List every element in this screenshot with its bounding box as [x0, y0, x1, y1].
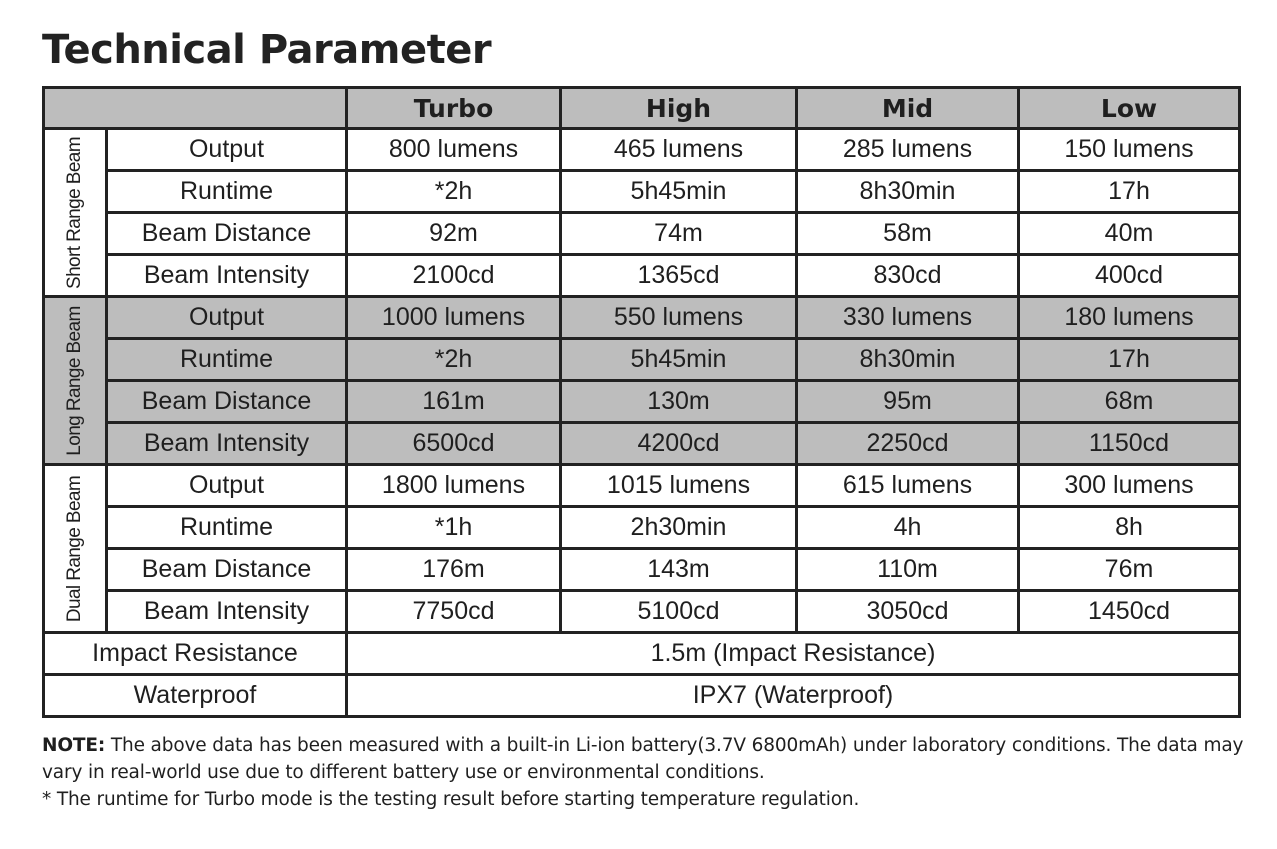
row-label: Runtime [107, 507, 347, 549]
table-row [44, 381, 1240, 423]
group-label-cell-short-range [44, 129, 107, 297]
table-cell: 285 lumens [797, 129, 1019, 171]
table-cell: 5100cd [561, 591, 797, 633]
table-row [44, 465, 1240, 507]
row-label: Runtime [107, 171, 347, 213]
table-cell: 150 lumens [1019, 129, 1240, 171]
column-header-low: Low [1019, 88, 1240, 129]
row-label-impact-resistance: Impact Resistance [44, 633, 347, 675]
note-paragraph [42, 732, 1257, 786]
table-cell: 8h [1019, 507, 1240, 549]
table-cell: 8h30min [797, 171, 1019, 213]
row-label: Beam Intensity [107, 591, 347, 633]
table-cell: 17h [1019, 171, 1240, 213]
table-cell: 1150cd [1019, 423, 1240, 465]
table-cell: 40m [1019, 213, 1240, 255]
table-cell: 550 lumens [561, 297, 797, 339]
note-block [42, 732, 1257, 813]
table-cell: 3050cd [797, 591, 1019, 633]
note-text: The above data has been measured with a built-in Li-ion battery(3.7V 6800mAh) under laboratory conditions. The data may vary in real-world use due to different battery use or environmental conditions. [42, 735, 1244, 783]
table-cell: *2h [347, 339, 561, 381]
spec-table [42, 86, 1241, 718]
note-label: NOTE: [42, 735, 106, 756]
row-label: Runtime [107, 339, 347, 381]
row-label: Output [107, 297, 347, 339]
header-row [44, 88, 1240, 129]
group-label-cell-dual-range [44, 465, 107, 633]
table-cell: 17h [1019, 339, 1240, 381]
table-cell: 6500cd [347, 423, 561, 465]
table-row [44, 255, 1240, 297]
table-row [44, 297, 1240, 339]
table-row [44, 129, 1240, 171]
column-header-mid: Mid [797, 88, 1019, 129]
row-label: Beam Distance [107, 381, 347, 423]
table-cell: 615 lumens [797, 465, 1019, 507]
group-label-cell-long-range [44, 297, 107, 465]
table-row [44, 591, 1240, 633]
row-label: Beam Distance [107, 549, 347, 591]
column-header-high: High [561, 88, 797, 129]
table-row [44, 549, 1240, 591]
table-cell: 2h30min [561, 507, 797, 549]
table-cell: 92m [347, 213, 561, 255]
table-cell: 176m [347, 549, 561, 591]
table-cell: 1800 lumens [347, 465, 561, 507]
table-cell: 2100cd [347, 255, 561, 297]
table-row [44, 171, 1240, 213]
table-cell: 5h45min [561, 339, 797, 381]
row-label: Beam Intensity [107, 423, 347, 465]
table-cell: 8h30min [797, 339, 1019, 381]
table-cell: 68m [1019, 381, 1240, 423]
table-row [44, 633, 1240, 675]
table-cell: 130m [561, 381, 797, 423]
table-cell: 830cd [797, 255, 1019, 297]
table-row [44, 213, 1240, 255]
table-cell: 58m [797, 213, 1019, 255]
table-cell: 1000 lumens [347, 297, 561, 339]
header-corner-cell [44, 88, 347, 129]
table-cell: 2250cd [797, 423, 1019, 465]
table-cell: 74m [561, 213, 797, 255]
table-cell: *2h [347, 171, 561, 213]
group-label-dual-range: Dual Range Beam [64, 475, 85, 622]
group-label-short-range: Short Range Beam [64, 136, 85, 289]
table-cell: 180 lumens [1019, 297, 1240, 339]
group-label-long-range: Long Range Beam [64, 305, 85, 456]
footnote: * The runtime for Turbo mode is the testing result before starting temperature regulation. [42, 789, 860, 810]
table-cell: 300 lumens [1019, 465, 1240, 507]
table-cell: 4200cd [561, 423, 797, 465]
table-cell: 1015 lumens [561, 465, 797, 507]
table-cell: 4h [797, 507, 1019, 549]
table-cell: 800 lumens [347, 129, 561, 171]
table-cell: 95m [797, 381, 1019, 423]
table-row [44, 507, 1240, 549]
table-cell: 7750cd [347, 591, 561, 633]
table-cell: 465 lumens [561, 129, 797, 171]
table-cell: 143m [561, 549, 797, 591]
table-cell: 110m [797, 549, 1019, 591]
table-cell: 1450cd [1019, 591, 1240, 633]
column-header-turbo: Turbo [347, 88, 561, 129]
row-label: Output [107, 465, 347, 507]
table-row [44, 675, 1240, 717]
table-cell: 330 lumens [797, 297, 1019, 339]
table-cell: 1365cd [561, 255, 797, 297]
row-label-waterproof: Waterproof [44, 675, 347, 717]
row-label: Beam Distance [107, 213, 347, 255]
table-cell: 76m [1019, 549, 1240, 591]
table-cell: *1h [347, 507, 561, 549]
table-cell: 5h45min [561, 171, 797, 213]
table-cell: 400cd [1019, 255, 1240, 297]
page-title: Technical Parameter [42, 27, 492, 73]
table-cell-impact-resistance: 1.5m (Impact Resistance) [347, 633, 1240, 675]
table-row [44, 339, 1240, 381]
row-label: Output [107, 129, 347, 171]
table-cell-waterproof: IPX7 (Waterproof) [347, 675, 1240, 717]
table-cell: 161m [347, 381, 561, 423]
table-row [44, 423, 1240, 465]
row-label: Beam Intensity [107, 255, 347, 297]
